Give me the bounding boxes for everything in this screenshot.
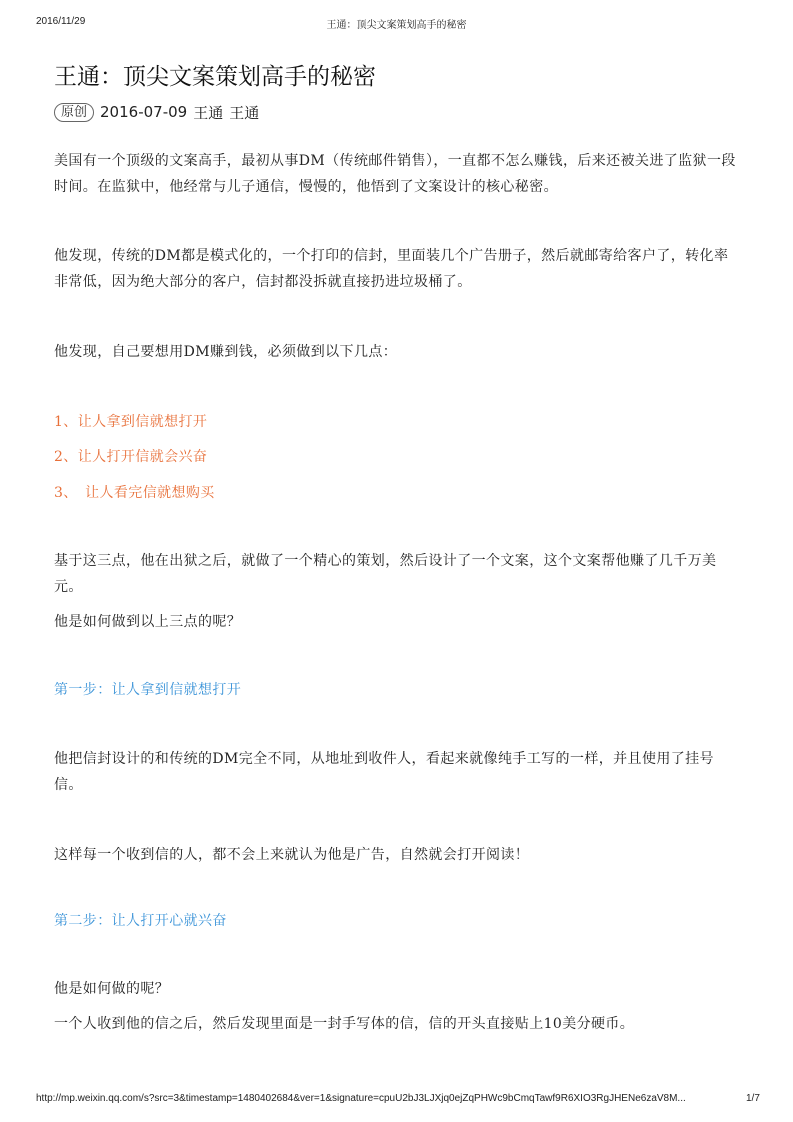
account-name-link[interactable]: 王通: [229, 103, 260, 122]
print-page-title: 王通：顶尖文案策划高手的秘密: [326, 20, 467, 31]
print-header: [0, 16, 793, 32]
key-point-2: 2、让人打开信就会兴奋: [54, 449, 208, 465]
paragraph: 他发现，传统的DM都是模式化的，一个打印的信封，里面装几个广告册子，然后就邮寄给客户了，转化率非常低，因为绝大部分的客户，信封都没拆就直接扔进垃圾桶了。: [54, 248, 729, 290]
paragraph: 他是如何做到以上三点的呢？: [54, 614, 242, 630]
paragraph: 他把信封设计的和传统的DM完全不同，从地址到收件人，看起来就像纯手工写的一样，并且使用了挂号信。: [54, 751, 714, 793]
author-name: 王通: [193, 103, 224, 122]
paragraph: 基于这三点，他在出狱之后，就做了一个精心的策划，然后设计了一个文案，这个文案帮他赚了几千万美元。: [54, 553, 717, 595]
paragraph: 这样每一个收到信的人，都不会上来就认为他是广告，自然就会打开阅读！: [54, 847, 530, 863]
paragraph: 一个人收到他的信之后，然后发现里面是一封手写体的信，信的开头直接贴上10美分硬币。: [54, 1016, 635, 1032]
page-url: http://mp.weixin.qq.com/s?src=3&timestamp=1480402684&ver=1&signature=cpuU2bJ3LJXjq0ejZqPHWc9bCmqTawf9R6XIO3RgJHENe6zaV8M...: [36, 1093, 686, 1104]
print-date: 2016/11/29: [36, 16, 86, 27]
article-title: 王通：顶尖文案策划高手的秘密: [54, 64, 376, 90]
step-2-heading: 第二步：让人打开心就兴奋: [54, 913, 227, 929]
original-badge: 原创: [54, 103, 94, 122]
paragraph: 他是如何做的呢？: [54, 981, 170, 997]
key-point-1: 1、让人拿到信就想打开: [54, 414, 208, 430]
publish-date: 2016-07-09: [100, 103, 188, 121]
page-number: 1/7: [746, 1093, 760, 1104]
paragraph: 美国有一个顶级的文案高手，最初从事DM（传统邮件销售），一直都不怎么赚钱，后来还被关进了监狱一段时间。在监狱中，他经常与儿子通信，慢慢的，他悟到了文案设计的核心秘密。: [54, 153, 736, 195]
paragraph: 他发现，自己要想用DM赚到钱，必须做到以下几点：: [54, 344, 398, 360]
step-1-heading: 第一步：让人拿到信就想打开: [54, 682, 242, 698]
key-point-3: 3、 让人看完信就想购买: [54, 485, 215, 501]
print-footer: [0, 1093, 793, 1109]
article-meta: [54, 101, 259, 123]
